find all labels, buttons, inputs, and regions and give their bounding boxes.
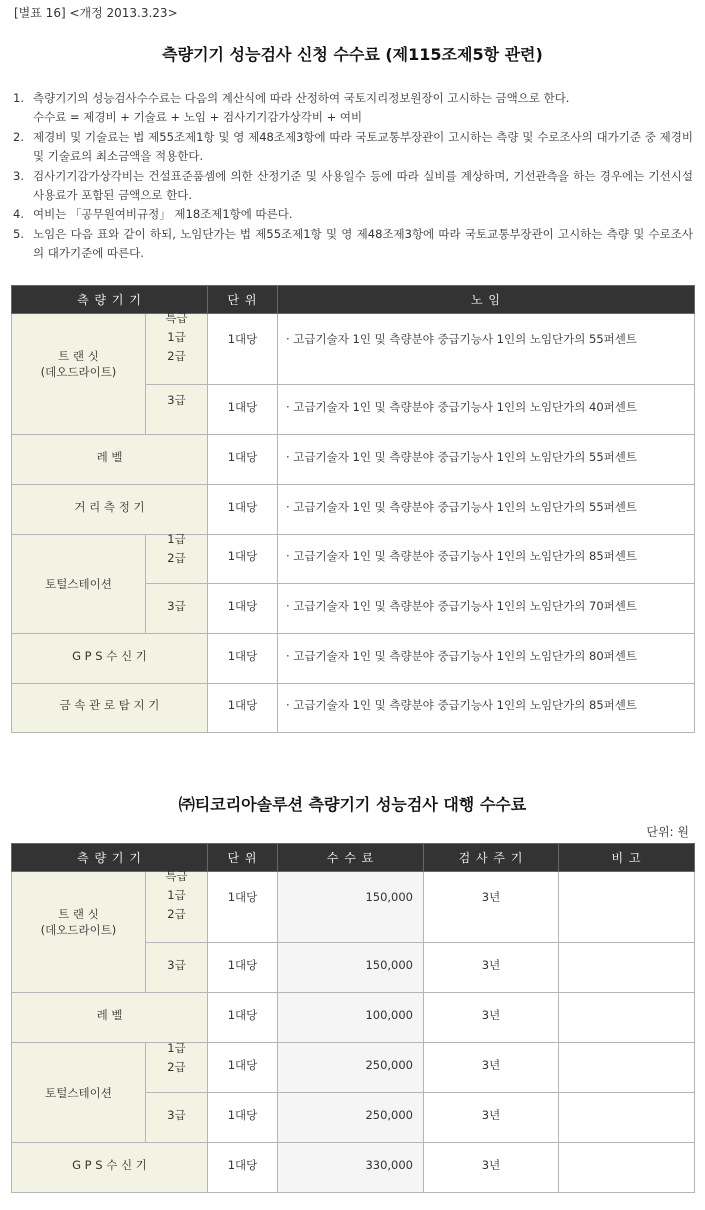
note-item: [13, 205, 693, 224]
notes-list: [13, 89, 693, 264]
note-text: 제경비 및 기술료는 법 제55조제1항 및 영 제48조제3항에 따라 국토교통부장관이 고시하는 측량 및 수로조사의 대가기준 중 제경비 및 기술료의 최소금액을 적용한다.: [33, 129, 693, 164]
unit-cell: [208, 1143, 278, 1193]
unit-cell: [208, 993, 278, 1043]
fee-amount: 250,000: [365, 1107, 413, 1122]
note-text: 검사기기감가상각비는 건설표준품셈에 의한 산정기준 및 사용일수 등에 따라 실비를 계상하며, 기선관측을 하는 경우에는 기선시설사용료가 포함된 금액으로 한다.: [33, 168, 693, 203]
device-cell: [12, 1143, 208, 1193]
note-text: 노임은 다음 표와 같이 하되, 노임단가는 법 제55조제1항 및 영 제48조제3항에 따라 국토교통부장관이 고시하는 측량 및 수로조사의 대가기준에 따른다.: [33, 226, 693, 261]
unit-label: 1대당: [227, 449, 258, 464]
table-row: [12, 314, 695, 385]
device-cell: [12, 872, 146, 993]
device-cell: [12, 993, 208, 1043]
device-cell: [12, 485, 208, 535]
grade-label: 3급: [167, 957, 186, 972]
unit-label: 1대당: [227, 1057, 258, 1072]
col-header-remark: 비 고: [559, 844, 695, 872]
cycle-cell: [424, 943, 559, 993]
grade-cell: [146, 532, 208, 584]
cycle-cell: [424, 993, 559, 1043]
table-row: [12, 485, 695, 535]
grade-cell: [146, 943, 208, 993]
note-item: [13, 128, 693, 167]
table-row: [12, 684, 695, 733]
grade-cell: [146, 868, 208, 943]
unit-label: 1대당: [227, 332, 258, 346]
page-title: 측량기기 성능검사 신청 수수료 (제115조제5항 관련): [162, 45, 543, 64]
fee-cell: [278, 1043, 424, 1093]
wage-text: · 고급기술자 1인 및 측량분야 중급기능사 1인의 노임단가의 55퍼센트: [286, 332, 637, 346]
wage-text: · 고급기술자 1인 및 측량분야 중급기능사 1인의 노임단가의 85퍼센트: [286, 698, 637, 712]
device-name: 레 벨: [96, 1007, 123, 1022]
col-header-unit: 단 위: [208, 844, 278, 872]
cycle-label: 3년: [481, 1157, 501, 1172]
grade-label: 3급: [167, 392, 186, 407]
cycle-label: 3년: [481, 890, 501, 904]
wage-text: · 고급기술자 1인 및 측량분야 중급기능사 1인의 노임단가의 70퍼센트: [286, 598, 637, 613]
col-header-wage: 노 임: [278, 286, 695, 314]
unit-label: 1대당: [227, 890, 258, 904]
grade-cell: [146, 1093, 208, 1143]
note-number: 3.: [13, 168, 24, 183]
fee-table: [11, 843, 695, 1193]
unit-label: 1대당: [227, 1107, 258, 1122]
cycle-label: 3년: [481, 1007, 501, 1022]
cycle-cell: [424, 1093, 559, 1143]
col-header-device: 측 량 기 기: [12, 844, 208, 872]
remark-cell: [559, 1043, 695, 1093]
device-name: G P S 수 신 기: [72, 648, 147, 663]
device-cell: [12, 684, 208, 733]
col-header-unit: 단 위: [208, 286, 278, 314]
table-header-row: [12, 844, 695, 872]
section-title: ㈜티코리아솔루션 측량기기 성능검사 대행 수수료: [178, 795, 527, 814]
fee-amount: 250,000: [365, 1057, 413, 1072]
table-row: [12, 872, 695, 943]
device-name: 거 리 측 정 기: [74, 499, 145, 514]
wage-text: · 고급기술자 1인 및 측량분야 중급기능사 1인의 노임단가의 40퍼센트: [286, 399, 637, 414]
unit-cell: [208, 872, 278, 943]
wage-text: · 고급기술자 1인 및 측량분야 중급기능사 1인의 노임단가의 55퍼센트: [286, 449, 637, 464]
unit-label: 1대당: [227, 1007, 258, 1022]
unit-cell: [208, 1093, 278, 1143]
wage-cell: [278, 435, 695, 485]
device-name: 토털스테이션: [45, 577, 112, 591]
grade-cell: [146, 385, 208, 435]
grade-label: 1급 2급: [167, 1040, 186, 1074]
fee-cell: [278, 943, 424, 993]
unit-cell: [208, 535, 278, 584]
unit-cell: [208, 314, 278, 385]
table-row: [12, 1143, 695, 1193]
grade-label: 3급: [167, 598, 186, 613]
remark-cell: [559, 993, 695, 1043]
fee-cell: [278, 872, 424, 943]
wage-cell: [278, 485, 695, 535]
wage-text: · 고급기술자 1인 및 측량분야 중급기능사 1인의 노임단가의 55퍼센트: [286, 499, 637, 514]
unit-cell: [208, 584, 278, 634]
wage-text: · 고급기술자 1인 및 측량분야 중급기능사 1인의 노임단가의 80퍼센트: [286, 648, 637, 663]
cycle-cell: [424, 872, 559, 943]
unit-cell: [208, 1043, 278, 1093]
device-name: 트 랜 싯 (데오드라이트): [40, 907, 117, 937]
fee-formula: 수수료 = 제경비 + 기술료 + 노임 + 검사기기감가상각비 + 여비: [33, 110, 363, 125]
fee-amount: 150,000: [365, 957, 413, 972]
fee-amount: 150,000: [365, 890, 413, 904]
wage-cell: [278, 634, 695, 684]
device-name: 금 속 관 로 탐 지 기: [59, 698, 160, 712]
fee-cell: [278, 1143, 424, 1193]
unit-cell: [208, 684, 278, 733]
unit-cell: [208, 943, 278, 993]
wage-table: [11, 285, 695, 733]
table-row: [12, 535, 695, 584]
appendix-label: [별표 16] <개정 2013.3.23>: [14, 6, 178, 20]
table-row: [12, 993, 695, 1043]
note-text: 측량기기의 성능검사수수료는 다음의 계산식에 따라 산정하여 국토지리정보원장이 고시하는 금액으로 한다.: [33, 91, 570, 105]
device-cell: [12, 435, 208, 485]
note-item: [13, 89, 693, 128]
table-header-row: [12, 286, 695, 314]
fee-amount: 100,000: [365, 1007, 413, 1022]
unit-label: 1대당: [227, 648, 258, 663]
unit-label: 1대당: [227, 499, 258, 514]
grade-label: 특급 1급 2급: [165, 310, 188, 363]
wage-cell: [278, 314, 695, 385]
unit-cell: [208, 385, 278, 435]
remark-cell: [559, 872, 695, 943]
wage-cell: [278, 535, 695, 584]
unit-label: 1대당: [227, 598, 258, 613]
note-number: 1.: [13, 91, 24, 105]
unit-note: 단위: 원: [646, 825, 689, 839]
grade-cell: [146, 1040, 208, 1093]
unit-cell: [208, 435, 278, 485]
unit-label: 1대당: [227, 957, 258, 972]
unit-label: 1대당: [227, 549, 258, 563]
grade-label: 3급: [167, 1107, 186, 1122]
cycle-label: 3년: [481, 957, 501, 972]
fee-cell: [278, 1093, 424, 1143]
device-name: 트 랜 싯 (데오드라이트): [40, 349, 117, 379]
device-cell: [12, 314, 146, 435]
device-name: 토털스테이션: [45, 1085, 112, 1100]
grade-label: 1급 2급: [167, 532, 186, 565]
device-cell: [12, 1043, 146, 1143]
device-name: G P S 수 신 기: [72, 1157, 147, 1172]
note-number: 2.: [13, 129, 24, 144]
remark-cell: [559, 1143, 695, 1193]
col-header-device: 측 량 기 기: [12, 286, 208, 314]
remark-cell: [559, 1093, 695, 1143]
remark-cell: [559, 943, 695, 993]
unit-label: 1대당: [227, 698, 258, 712]
note-item: [13, 167, 693, 206]
cycle-cell: [424, 1143, 559, 1193]
cycle-cell: [424, 1043, 559, 1093]
wage-text: · 고급기술자 1인 및 측량분야 중급기능사 1인의 노임단가의 85퍼센트: [286, 549, 637, 563]
unit-label: 1대당: [227, 399, 258, 414]
note-number: 5.: [13, 226, 24, 241]
note-number: 4.: [13, 207, 24, 222]
unit-cell: [208, 634, 278, 684]
col-header-cycle: 검 사 주 기: [424, 844, 559, 872]
device-cell: [12, 634, 208, 684]
fee-amount: 330,000: [365, 1157, 413, 1172]
device-cell: [12, 535, 146, 634]
cycle-label: 3년: [481, 1107, 501, 1122]
col-header-fee: 수 수 료: [278, 844, 424, 872]
wage-cell: [278, 385, 695, 435]
unit-label: 1대당: [227, 1157, 258, 1172]
fee-cell: [278, 993, 424, 1043]
unit-cell: [208, 485, 278, 535]
table-row: [12, 1043, 695, 1093]
wage-cell: [278, 584, 695, 634]
device-name: 레 벨: [96, 449, 123, 464]
grade-label: 특급 1급 2급: [165, 868, 188, 921]
note-text: 여비는 「공무원여비규정」 제18조제1항에 따른다.: [33, 207, 293, 222]
wage-cell: [278, 684, 695, 733]
grade-cell: [146, 584, 208, 634]
table-row: [12, 634, 695, 684]
cycle-label: 3년: [481, 1057, 501, 1072]
table-row: [12, 435, 695, 485]
note-item: [13, 225, 693, 264]
grade-cell: [146, 310, 208, 385]
